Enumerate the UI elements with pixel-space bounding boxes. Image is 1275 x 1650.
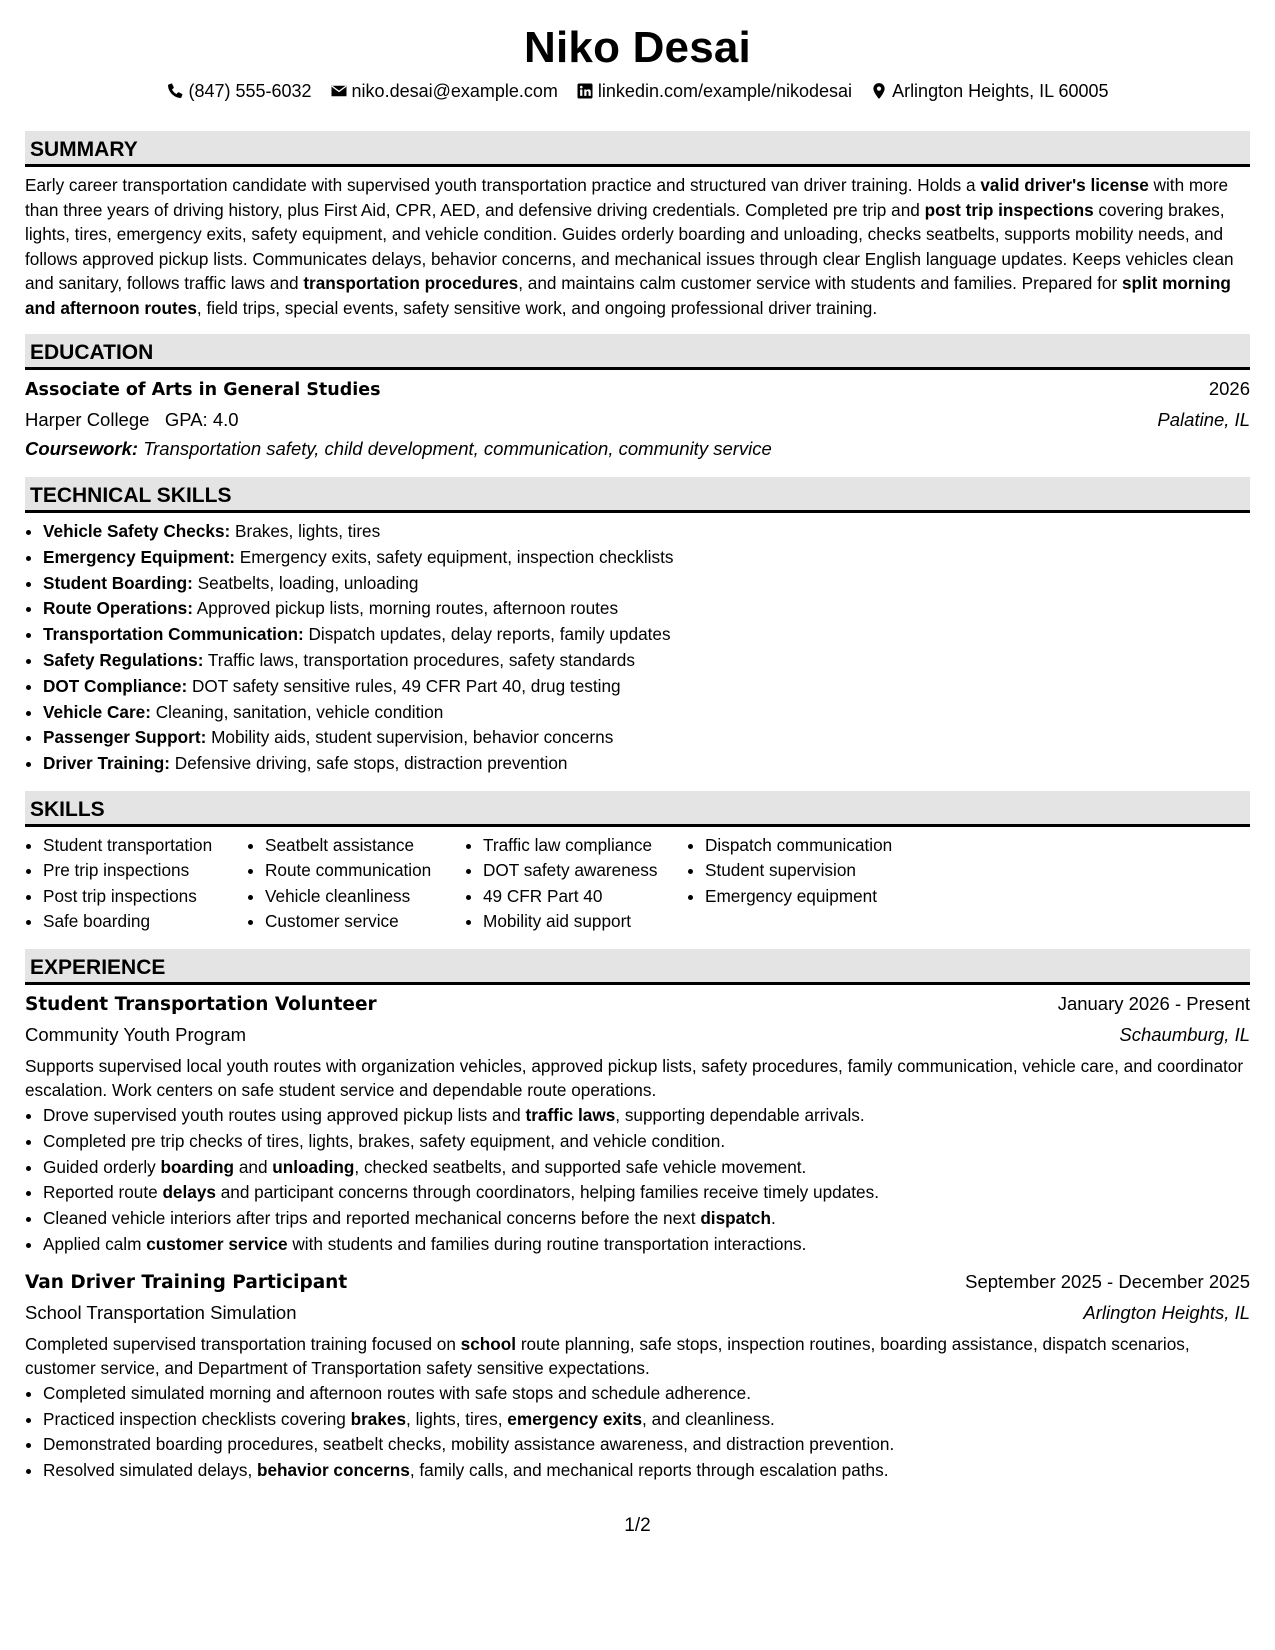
job-title: Van Driver Training Participant xyxy=(25,1271,348,1293)
map-pin-icon xyxy=(870,82,888,100)
skill-category: Transportation Communication: xyxy=(43,624,304,645)
contact-phone xyxy=(166,79,311,103)
emphasis-text: post trip inspections xyxy=(924,199,1094,220)
education-row xyxy=(25,374,1250,405)
technical-skill-item xyxy=(43,571,1250,597)
gpa: GPA: 4.0 xyxy=(164,409,239,430)
technical-skill-item xyxy=(43,751,1250,777)
skill-item: • Safe boarding xyxy=(43,909,247,935)
section-heading: EDUCATION xyxy=(25,334,1250,370)
job-location: Schaumburg, IL xyxy=(1119,1023,1250,1045)
skill-item: • Dispatch communication xyxy=(705,833,937,859)
summary-run: covering brakes, lights, tires, emergency exits, safety equipment, and vehicle condition. Guides orderly boarding and unloading, checks seatbelts, supports mobility needs, and follows approved pickup lists. Communicates delays, behavior concerns, and mechanical issues through clear English language updates. Keeps vehicles clean and sanitary, follows traffic laws and xyxy=(25,199,1234,293)
emphasis-text: delays xyxy=(162,1182,216,1203)
bullet-run: and xyxy=(234,1156,273,1177)
section-heading: TECHNICAL SKILLS xyxy=(25,477,1250,513)
bullet-run: , checked seatbelts, and supported safe vehicle movement. xyxy=(354,1156,807,1177)
bullet-run: Demonstrated boarding procedures, seatbelt checks, mobility assistance awareness, and distraction prevention. xyxy=(43,1434,895,1455)
description-run: Supports supervised local youth routes with organization vehicles, approved pickup lists, safety procedures, family communication, vehicle care, and coordinator escalation. Work centers on safe student service and dependable route operations. xyxy=(25,1055,1244,1101)
skill-category: Driver Training: xyxy=(43,753,171,774)
skill-item: • DOT safety awareness xyxy=(483,858,687,884)
technical-skills-list xyxy=(25,519,1250,777)
page-number: 1/2 xyxy=(624,1515,651,1536)
phone-icon xyxy=(166,82,184,100)
emphasis-text: brakes xyxy=(350,1408,407,1429)
job-dates: September 2025 - December 2025 xyxy=(965,1270,1250,1292)
summary-run: Early career transportation candidate with supervised youth transportation practice and structured van driver training. Holds a xyxy=(25,175,981,195)
bullet-run: Guided orderly xyxy=(43,1156,161,1177)
skill-item: • Seatbelt assistance xyxy=(265,833,465,859)
skill-item: • Traffic law compliance xyxy=(483,833,687,859)
technical-skill-item xyxy=(43,596,1250,622)
bullet-run: , supporting dependable arrivals. xyxy=(615,1104,865,1125)
skill-item: • Route communication xyxy=(265,858,465,884)
bullet-run: Drove supervised youth routes using approved pickup lists and xyxy=(43,1104,526,1125)
skill-item: • Vehicle cleanliness xyxy=(265,884,465,910)
summary-section xyxy=(25,131,1250,320)
summary-run: , and maintains calm customer service with students and families. Prepared for xyxy=(518,273,1122,293)
description-run: Completed supervised transportation training focused on xyxy=(25,1333,461,1354)
skill-category: Route Operations: xyxy=(43,598,193,619)
job-location: Arlington Heights, IL xyxy=(1083,1301,1250,1323)
bullet-run: , and cleanliness. xyxy=(642,1408,775,1429)
skill-category: Passenger Support: xyxy=(43,727,207,748)
job-organization: Community Youth Program xyxy=(25,1023,247,1045)
bullet-run: Applied calm xyxy=(43,1233,147,1254)
bullet-run: with students and families during routine transportation interactions. xyxy=(287,1233,807,1254)
summary-run: with more than three years of driving history, plus First Aid, CPR, AED, and defensive driving credentials. Completed pre trip and xyxy=(25,175,1229,220)
bullet-run: . xyxy=(770,1208,776,1229)
description-run: route planning, safe stops, inspection routines, boarding assistance, dispatch scenarios, customer service, and Department of Transportation safety sensitive expectations. xyxy=(25,1333,1190,1379)
skill-category: DOT Compliance: xyxy=(43,675,188,696)
emphasis-text: school xyxy=(460,1333,517,1354)
coursework-label: Coursework: xyxy=(25,438,139,459)
job-description xyxy=(25,1332,1250,1381)
job-entry xyxy=(25,1267,1250,1484)
job-bullet xyxy=(43,1206,1250,1232)
technical-skill-item xyxy=(43,545,1250,571)
technical-skill-item xyxy=(43,674,1250,700)
skill-details: Emergency exits, safety equipment, inspection checklists xyxy=(234,546,674,567)
contact-bar xyxy=(25,79,1250,103)
contact-location xyxy=(870,79,1108,103)
skills-column xyxy=(247,833,465,935)
email-link[interactable]: niko.desai@example.com xyxy=(351,81,558,101)
skill-details: Seatbelts, loading, unloading xyxy=(192,572,419,593)
graduation-year: 2026 xyxy=(1208,378,1250,399)
contact-email[interactable] xyxy=(330,79,558,103)
skill-item: • Post trip inspections xyxy=(43,884,247,910)
emphasis-text: transportation procedures xyxy=(303,273,519,293)
envelope-icon xyxy=(330,82,348,100)
skill-item: • Emergency equipment xyxy=(705,884,937,910)
technical-skill-item xyxy=(43,648,1250,674)
skill-item: • 49 CFR Part 40 xyxy=(483,884,687,910)
bullet-run: Resolved simulated delays, xyxy=(43,1460,257,1481)
job-title-row xyxy=(25,989,1250,1020)
experience-section xyxy=(25,949,1250,1484)
bullet-run: , lights, tires, xyxy=(406,1408,508,1429)
bullet-run: , family calls, and mechanical reports through escalation paths. xyxy=(409,1460,889,1481)
skills-section xyxy=(25,791,1250,935)
section-heading: SUMMARY xyxy=(25,131,1250,167)
skill-details: Mobility aids, student supervision, behavior concerns xyxy=(206,727,614,748)
section-heading: EXPERIENCE xyxy=(25,949,1250,985)
job-bullet xyxy=(43,1103,1250,1129)
technical-skill-item xyxy=(43,700,1250,726)
job-organization: School Transportation Simulation xyxy=(25,1301,297,1323)
linkedin-link[interactable]: linkedin.com/example/nikodesai xyxy=(597,81,853,101)
skills-column xyxy=(25,833,247,935)
resume-page xyxy=(25,22,1250,1484)
candidate-name: Niko Desai xyxy=(524,23,751,72)
emphasis-text: split morning and afternoon routes xyxy=(25,273,1231,318)
contact-linkedin[interactable] xyxy=(576,79,852,103)
school-row xyxy=(25,405,1250,434)
skills-column xyxy=(687,833,937,935)
technical-skills-section xyxy=(25,477,1250,777)
bullet-run: Reported route xyxy=(43,1182,163,1203)
coursework xyxy=(25,434,1250,463)
emphasis-text: traffic laws xyxy=(525,1104,616,1125)
bullet-run: and participant concerns through coordinators, helping families receive timely updates. xyxy=(215,1182,879,1203)
section-heading: SKILLS xyxy=(25,791,1250,827)
job-dates: January 2026 - Present xyxy=(1057,992,1250,1014)
coursework-text: Transportation safety, child development, communication, community service xyxy=(143,438,772,459)
job-bullet xyxy=(43,1180,1250,1206)
skills-column xyxy=(465,833,687,935)
emphasis-text: dispatch xyxy=(700,1208,771,1229)
summary-run: , field trips, special events, safety sensitive work, and ongoing professional driver training. xyxy=(196,297,878,318)
skill-item: • Customer service xyxy=(265,909,465,935)
job-org-row xyxy=(25,1298,1250,1327)
job-description xyxy=(25,1054,1250,1103)
school-gpa xyxy=(25,405,239,434)
emphasis-text: emergency exits xyxy=(507,1408,643,1429)
technical-skill-item xyxy=(43,622,1250,648)
emphasis-text: behavior concerns xyxy=(257,1460,410,1481)
job-bullet xyxy=(43,1381,1250,1407)
job-title: Student Transportation Volunteer xyxy=(25,993,377,1015)
location-text: Arlington Heights, IL 60005 xyxy=(892,81,1109,101)
bullet-run: Completed simulated morning and afternoon routes with safe stops and schedule adherence. xyxy=(43,1382,751,1403)
skill-item: • Mobility aid support xyxy=(483,909,687,935)
job-title-row xyxy=(25,1267,1250,1298)
skills-grid xyxy=(25,833,1250,935)
job-bullet xyxy=(43,1407,1250,1433)
bullet-run: Practiced inspection checklists covering xyxy=(43,1408,351,1429)
skill-details: Defensive driving, safe stops, distraction prevention xyxy=(170,753,568,774)
summary-text xyxy=(25,173,1250,320)
emphasis-text: customer service xyxy=(146,1233,288,1254)
skill-category: Vehicle Safety Checks: xyxy=(43,521,231,541)
skill-item: • Student transportation xyxy=(43,833,247,859)
skill-details: Cleaning, sanitation, vehicle condition xyxy=(150,701,444,722)
skill-category: Vehicle Care: xyxy=(43,701,151,722)
skill-details: Traffic laws, transportation procedures, safety standards xyxy=(203,649,635,670)
skill-category: Emergency Equipment: xyxy=(43,546,235,567)
skill-details: Dispatch updates, delay reports, family updates xyxy=(303,624,671,645)
technical-skill-item xyxy=(43,725,1250,751)
emphasis-text: valid driver's license xyxy=(980,175,1149,195)
skill-details: Brakes, lights, tires xyxy=(230,521,381,541)
phone-text: (847) 555-6032 xyxy=(188,81,312,101)
job-org-row xyxy=(25,1020,1250,1049)
job-bullets xyxy=(25,1103,1250,1258)
job-bullet xyxy=(43,1155,1250,1181)
bullet-run: Cleaned vehicle interiors after trips and reported mechanical concerns before the next xyxy=(43,1208,701,1229)
job-list xyxy=(25,989,1250,1484)
job-bullet xyxy=(43,1432,1250,1458)
linkedin-icon xyxy=(576,82,594,100)
job-bullets xyxy=(25,1381,1250,1484)
job-entry xyxy=(25,989,1250,1258)
skill-item: • Student supervision xyxy=(705,858,937,884)
emphasis-text: boarding xyxy=(160,1156,235,1177)
skill-details: DOT safety sensitive rules, 49 CFR Part 40, drug testing xyxy=(187,675,621,696)
education-section xyxy=(25,334,1250,463)
job-bullet xyxy=(43,1232,1250,1258)
school-location: Palatine, IL xyxy=(1157,409,1250,430)
job-bullet xyxy=(43,1458,1250,1484)
technical-skill-item xyxy=(43,519,1250,545)
skill-category: Safety Regulations: xyxy=(43,649,204,670)
emphasis-text: unloading xyxy=(272,1156,355,1177)
skill-item: • Pre trip inspections xyxy=(43,858,247,884)
degree: Associate of Arts in General Studies xyxy=(25,380,381,400)
school-name: Harper College xyxy=(25,409,150,430)
skill-category: Student Boarding: xyxy=(43,572,193,593)
bullet-run: Completed pre trip checks of tires, lights, brakes, safety equipment, and vehicle condition. xyxy=(43,1130,726,1151)
skill-details: Approved pickup lists, morning routes, afternoon routes xyxy=(192,598,619,619)
job-bullet xyxy=(43,1129,1250,1155)
